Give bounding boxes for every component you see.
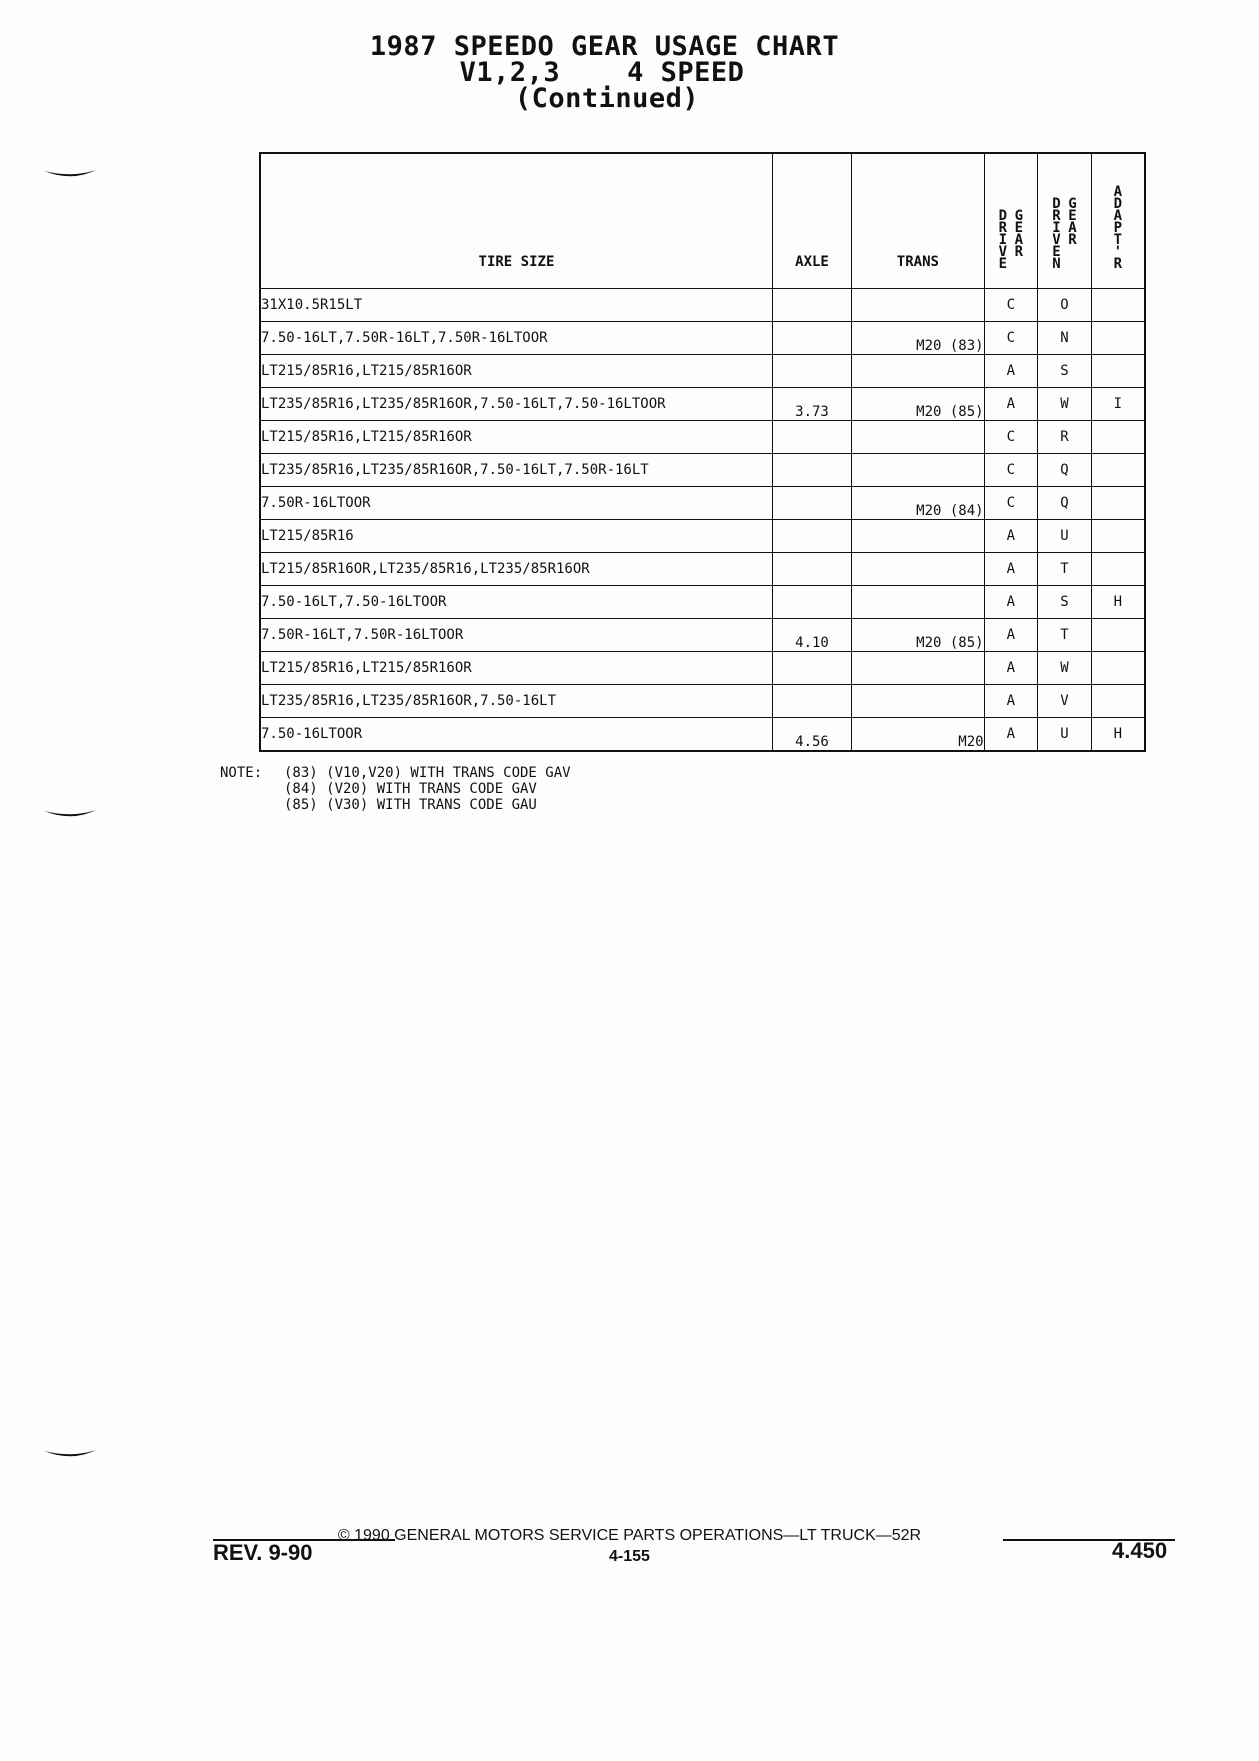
footer-page-number: 4-155 xyxy=(609,1548,650,1565)
tire-size-cell: 7.50R-16LT,7.50R-16LTOOR xyxy=(260,619,772,652)
driven-gear-cell: W xyxy=(1038,388,1092,421)
table-row xyxy=(260,619,1145,652)
drive-gear-cell: A xyxy=(984,718,1038,752)
driven-gear-cell: R xyxy=(1038,421,1092,454)
adapter-cell xyxy=(1091,685,1145,718)
table-row xyxy=(260,586,1145,619)
adapter-cell xyxy=(1091,487,1145,520)
table-row xyxy=(260,652,1145,685)
tire-size-cell: LT215/85R16,LT215/85R16OR xyxy=(260,652,772,685)
trans-cell xyxy=(852,685,984,718)
trans-cell xyxy=(852,586,984,619)
drive-gear-cell: A xyxy=(984,520,1038,553)
driven-gear-cell: U xyxy=(1038,718,1092,752)
drive-gear-cell: A xyxy=(984,619,1038,652)
axle-cell xyxy=(772,289,851,322)
axle-cell xyxy=(772,322,851,355)
tire-size-cell: 7.50-16LT,7.50-16LTOOR xyxy=(260,586,772,619)
speedo-gear-table xyxy=(259,152,1146,752)
tire-size-cell: LT235/85R16,LT235/85R16OR,7.50-16LT xyxy=(260,685,772,718)
adapter-cell xyxy=(1091,619,1145,652)
table-row xyxy=(260,421,1145,454)
axle-cell xyxy=(772,520,851,553)
header-adapter xyxy=(1091,153,1145,289)
driven-gear-cell: Q xyxy=(1038,487,1092,520)
adapter-cell xyxy=(1091,553,1145,586)
header-tire-size: TIRE SIZE xyxy=(260,153,772,289)
driven-gear-cell: Q xyxy=(1038,454,1092,487)
axle-cell xyxy=(772,454,851,487)
driven-gear-cell: N xyxy=(1038,322,1092,355)
copyright-text: © 1990 GENERAL MOTORS SERVICE PARTS OPERATIONS—LT TRUCK—52R xyxy=(337,1527,922,1544)
trans-cell xyxy=(852,652,984,685)
table-row xyxy=(260,454,1145,487)
drive-gear-cell: C xyxy=(984,421,1038,454)
header-adapter-label: A D A P T ' R xyxy=(1113,184,1123,272)
axle-cell xyxy=(772,685,851,718)
header-drive-gear xyxy=(984,153,1038,289)
title-line-1: 1987 SPEEDO GEAR USAGE CHART xyxy=(369,31,840,62)
table-row xyxy=(260,355,1145,388)
drive-gear-cell: A xyxy=(984,652,1038,685)
adapter-cell: I xyxy=(1091,388,1145,421)
footer-section-number: 4.450 xyxy=(1112,1538,1168,1563)
axle-cell xyxy=(772,487,851,520)
title-line-2: V1,2,3 4 SPEED xyxy=(459,57,745,88)
header-driven-gear-label: D R I V E N G E A R xyxy=(1052,196,1077,272)
axle-cell: 4.56 xyxy=(772,718,851,752)
title-line-3: (Continued) xyxy=(514,83,700,114)
tire-size-cell: 31X10.5R15LT xyxy=(260,289,772,322)
binder-hole-mark xyxy=(42,808,98,824)
adapter-cell: H xyxy=(1091,586,1145,619)
adapter-cell xyxy=(1091,652,1145,685)
header-driven-gear xyxy=(1038,153,1092,289)
trans-cell: M20 xyxy=(852,718,984,752)
trans-cell: M20 (83) xyxy=(852,322,984,355)
header-trans: TRANS xyxy=(852,153,984,289)
trans-cell xyxy=(852,421,984,454)
driven-gear-cell: T xyxy=(1038,619,1092,652)
axle-cell xyxy=(772,421,851,454)
adapter-cell xyxy=(1091,289,1145,322)
drive-gear-cell: A xyxy=(984,685,1038,718)
table-row xyxy=(260,322,1145,355)
header-drive-gear-label: D R I V E G E A R xyxy=(998,208,1024,272)
trans-cell xyxy=(852,355,984,388)
note-line: (83) (V10,V20) WITH TRANS CODE GAV xyxy=(284,765,571,781)
drive-gear-cell: C xyxy=(984,322,1038,355)
driven-gear-cell: V xyxy=(1038,685,1092,718)
trans-cell: M20 (84) xyxy=(852,487,984,520)
page-title xyxy=(0,31,1259,114)
driven-gear-cell: U xyxy=(1038,520,1092,553)
adapter-cell: H xyxy=(1091,718,1145,752)
table-row xyxy=(260,388,1145,421)
driven-gear-cell: T xyxy=(1038,553,1092,586)
axle-cell: 4.10 xyxy=(772,619,851,652)
drive-gear-cell: A xyxy=(984,355,1038,388)
trans-cell: M20 (85) xyxy=(852,619,984,652)
driven-gear-cell: W xyxy=(1038,652,1092,685)
axle-cell xyxy=(772,355,851,388)
table-row xyxy=(260,553,1145,586)
driven-gear-cell: S xyxy=(1038,355,1092,388)
tire-size-cell: LT235/85R16,LT235/85R16OR,7.50-16LT,7.50-16LTOOR xyxy=(260,388,772,421)
table-row xyxy=(260,289,1145,322)
drive-gear-cell: A xyxy=(984,388,1038,421)
note-line: (85) (V30) WITH TRANS CODE GAU xyxy=(284,797,537,813)
tire-size-cell: LT215/85R16 xyxy=(260,520,772,553)
binder-hole-mark xyxy=(42,1448,98,1464)
axle-cell xyxy=(772,652,851,685)
driven-gear-cell: S xyxy=(1038,586,1092,619)
table-row xyxy=(260,487,1145,520)
axle-cell xyxy=(772,586,851,619)
header-axle: AXLE xyxy=(772,153,851,289)
table-row xyxy=(260,520,1145,553)
footer-copyright xyxy=(0,1527,1259,1545)
note-line: (84) (V20) WITH TRANS CODE GAV xyxy=(284,781,537,797)
adapter-cell xyxy=(1091,355,1145,388)
tire-size-cell: LT215/85R16,LT215/85R16OR xyxy=(260,355,772,388)
trans-cell xyxy=(852,520,984,553)
axle-cell: 3.73 xyxy=(772,388,851,421)
adapter-cell xyxy=(1091,454,1145,487)
drive-gear-cell: C xyxy=(984,454,1038,487)
tire-size-cell: 7.50R-16LTOOR xyxy=(260,487,772,520)
adapter-cell xyxy=(1091,421,1145,454)
table-row xyxy=(260,685,1145,718)
trans-cell: M20 (85) xyxy=(852,388,984,421)
adapter-cell xyxy=(1091,322,1145,355)
tire-size-cell: LT215/85R16OR,LT235/85R16,LT235/85R16OR xyxy=(260,553,772,586)
tire-size-cell: 7.50-16LTOOR xyxy=(260,718,772,752)
tire-size-cell: LT235/85R16,LT235/85R16OR,7.50-16LT,7.50R-16LT xyxy=(260,454,772,487)
driven-gear-cell: O xyxy=(1038,289,1092,322)
adapter-cell xyxy=(1091,520,1145,553)
trans-cell xyxy=(852,289,984,322)
footer-revision: REV. 9-90 xyxy=(213,1540,313,1565)
binder-hole-mark xyxy=(42,168,98,184)
table-header-row xyxy=(260,153,1145,289)
tire-size-cell: LT215/85R16,LT215/85R16OR xyxy=(260,421,772,454)
drive-gear-cell: C xyxy=(984,487,1038,520)
trans-cell xyxy=(852,454,984,487)
tire-size-cell: 7.50-16LT,7.50R-16LT,7.50R-16LTOOR xyxy=(260,322,772,355)
note-label: NOTE: xyxy=(220,765,263,781)
table-row xyxy=(260,718,1145,752)
drive-gear-cell: A xyxy=(984,553,1038,586)
axle-cell xyxy=(772,553,851,586)
trans-cell xyxy=(852,553,984,586)
drive-gear-cell: A xyxy=(984,586,1038,619)
drive-gear-cell: C xyxy=(984,289,1038,322)
